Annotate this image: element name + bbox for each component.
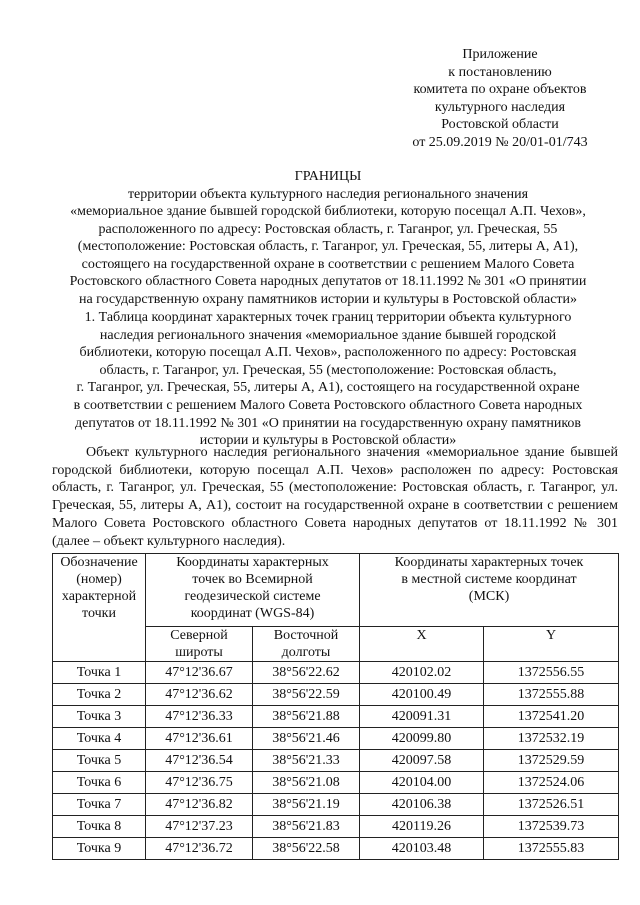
cell-east: 38°56'21.08 — [253, 772, 360, 794]
header-north — [146, 627, 253, 662]
header-east-line: долготы — [281, 645, 331, 660]
header-east-line: Восточной — [273, 628, 339, 643]
table-row — [53, 706, 619, 728]
table-row — [53, 684, 619, 706]
header-wgs — [146, 554, 360, 627]
header-wgs-line: геодезической системе — [184, 589, 321, 604]
header-msk-line: (МСК) — [468, 589, 510, 604]
appendix-line: от 25.09.2019 № 20/01-01/743 — [412, 134, 588, 150]
section-line: 1. Таблица координат характерных точек границ территории объекта культурного — [84, 310, 572, 325]
header-point-line: (номер) — [76, 572, 122, 587]
section-line: депутатов от 18.11.1992 № 301 «О принятии на государственную охрану памятников — [74, 415, 582, 431]
cell-point: Точка 3 — [53, 706, 146, 728]
cell-x: 420100.49 — [360, 684, 484, 706]
appendix-line: к постановлению — [448, 64, 552, 80]
cell-y: 1372532.19 — [484, 728, 619, 750]
cell-y: 1372555.88 — [484, 684, 619, 706]
cell-x: 420119.26 — [360, 816, 484, 838]
title-line: «мемориальное здание бывшей городской библиотеки, которую посещал А.П. Чехов», — [70, 204, 586, 219]
appendix-block — [380, 46, 620, 152]
cell-y: 1372555.83 — [484, 838, 619, 860]
title-line: (местоположение: Ростовская область, г. Таганрог, ул. Греческая, 55, литеры А, А1), — [77, 239, 579, 254]
cell-point: Точка 6 — [53, 772, 146, 794]
header-point-line: точки — [82, 606, 116, 621]
cell-east: 38°56'22.62 — [253, 662, 360, 684]
cell-y: 1372529.59 — [484, 750, 619, 772]
table-row — [53, 794, 619, 816]
cell-north: 47°12'36.82 — [146, 794, 253, 816]
header-msk-line: в местной системе координат — [401, 572, 577, 587]
cell-north: 47°12'36.61 — [146, 728, 253, 750]
cell-point: Точка 4 — [53, 728, 146, 750]
header-wgs-line: координат (WGS-84) — [190, 606, 315, 621]
cell-north: 47°12'36.75 — [146, 772, 253, 794]
cell-y: 1372556.55 — [484, 662, 619, 684]
section-line: библиотеки, которую посещал А.П. Чехов», расположенного по адресу: Ростовская — [79, 345, 577, 361]
cell-north: 47°12'36.72 — [146, 838, 253, 860]
cell-east: 38°56'21.33 — [253, 750, 360, 772]
cell-east: 38°56'21.19 — [253, 794, 360, 816]
header-msk-line: Координаты характерных точек — [394, 555, 584, 570]
appendix-line: Приложение — [462, 47, 538, 62]
cell-north: 47°12'36.67 — [146, 662, 253, 684]
section-line: в соответствии с решением Малого Совета Ростовского областного Совета народных — [73, 397, 583, 413]
cell-east: 38°56'22.59 — [253, 684, 360, 706]
appendix-line: культурного наследия — [434, 99, 566, 115]
cell-y: 1372526.51 — [484, 794, 619, 816]
cell-east: 38°56'21.46 — [253, 728, 360, 750]
cell-east: 38°56'21.88 — [253, 706, 360, 728]
cell-y: 1372539.73 — [484, 816, 619, 838]
header-north-line: широты — [175, 645, 223, 660]
cell-point: Точка 1 — [53, 662, 146, 684]
title-line: расположенного по адресу: Ростовская область, г. Таганрог, ул. Греческая, 55 — [98, 221, 558, 237]
cell-north: 47°12'36.62 — [146, 684, 253, 706]
table-row — [53, 728, 619, 750]
title-line: состоящего на государственной охране в соответствии с решением Малого Совета — [81, 256, 575, 272]
header-msk — [360, 554, 619, 627]
table-row — [53, 750, 619, 772]
cell-east: 38°56'21.83 — [253, 816, 360, 838]
cell-point: Точка 2 — [53, 684, 146, 706]
cell-north: 47°12'37.23 — [146, 816, 253, 838]
appendix-line: Ростовской области — [441, 117, 559, 133]
title-line: Ростовского областного Совета народных депутатов от 18.11.1992 № 301 «О принятии — [69, 274, 587, 289]
cell-east: 38°56'22.58 — [253, 838, 360, 860]
cell-x: 420102.02 — [360, 662, 484, 684]
header-point — [53, 554, 146, 662]
document-title — [40, 168, 616, 308]
object-description-paragraph: Объект культурного наследия регионального значения «мемориальное здание бывшей городской библиотеки, которую посещал А.П. Чехов» расположен по адресу: Ростовская область, г. Таганрог, ул. Греческая, 55 (местоположение: Ростовская область, г. Таганрог, ул. Греческая, 55, литеры А, А1), состоит на государственной охране в соответствии с решением Малого Совета Ростовского областного Совета народных депутатов от 18.11.1992 № 301 (далее – объект культурного наследия). — [52, 445, 618, 549]
table-row — [53, 662, 619, 684]
cell-point: Точка 5 — [53, 750, 146, 772]
header-east — [253, 627, 360, 662]
cell-y: 1372524.06 — [484, 772, 619, 794]
header-x: X — [360, 627, 484, 662]
cell-x: 420099.80 — [360, 728, 484, 750]
cell-point: Точка 8 — [53, 816, 146, 838]
header-point-line: Обозначение — [60, 555, 138, 570]
section-line: наследия регионального значения «мемориальное здание бывшей городской — [99, 327, 557, 343]
title-line: на государственную охрану памятников истории и культуры в Ростовской области» — [78, 291, 578, 307]
cell-point: Точка 9 — [53, 838, 146, 860]
title-line: территории объекта культурного наследия регионального значения — [127, 186, 529, 202]
section-line: г. Таганрог, ул. Греческая, 55, литеры А, А1), состоящего на государственной охране — [76, 380, 580, 396]
table-row — [53, 772, 619, 794]
cell-north: 47°12'36.54 — [146, 750, 253, 772]
cell-x: 420104.00 — [360, 772, 484, 794]
table-row — [53, 816, 619, 838]
cell-y: 1372541.20 — [484, 706, 619, 728]
coordinates-table — [52, 553, 619, 860]
section-line: область, г. Таганрог, ул. Греческая, 55 (местоположение: Ростовская область, — [99, 362, 557, 378]
section-1-heading — [40, 309, 616, 450]
header-wgs-line: Координаты характерных — [176, 555, 329, 570]
header-y: Y — [484, 627, 619, 662]
cell-x: 420091.31 — [360, 706, 484, 728]
cell-x: 420103.48 — [360, 838, 484, 860]
cell-x: 420097.58 — [360, 750, 484, 772]
table-row — [53, 838, 619, 860]
cell-point: Точка 7 — [53, 794, 146, 816]
appendix-line: комитета по охране объектов — [413, 82, 587, 98]
header-point-line: характерной — [61, 589, 137, 604]
title-heading: ГРАНИЦЫ — [294, 169, 362, 184]
cell-x: 420106.38 — [360, 794, 484, 816]
header-north-line: Северной — [170, 628, 228, 643]
section-line: истории и культуры в Ростовской области» — [199, 433, 457, 449]
header-wgs-line: точек во Всемирной — [192, 572, 313, 587]
cell-north: 47°12'36.33 — [146, 706, 253, 728]
